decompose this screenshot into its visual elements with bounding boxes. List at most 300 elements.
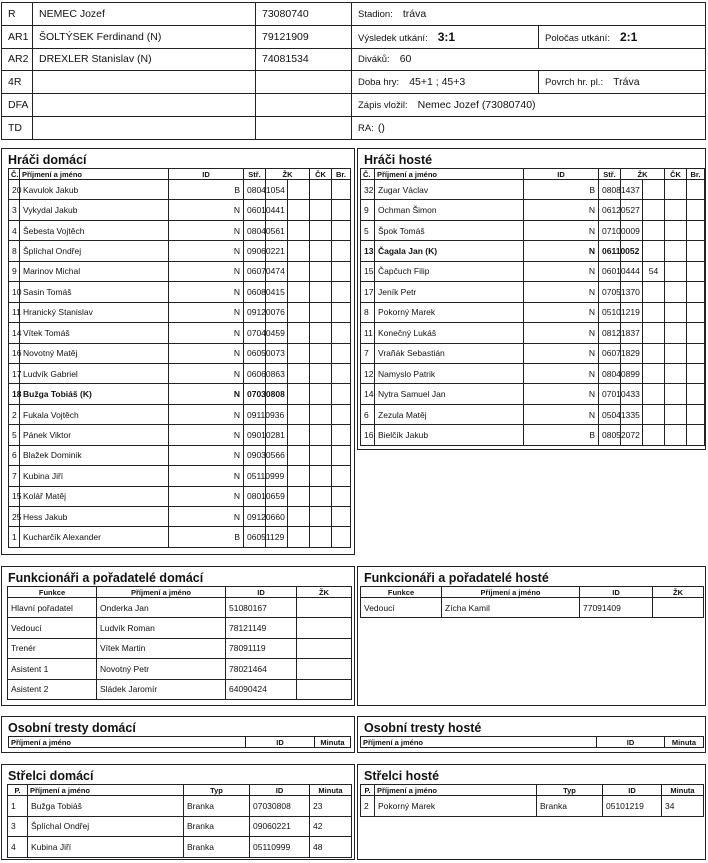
player-row: [361, 241, 705, 261]
player-number: 2: [9, 404, 20, 424]
player-yellow-card-1: [288, 180, 310, 200]
home-scorers-table: [7, 784, 352, 858]
player-row: [9, 180, 351, 200]
scorer-type: Branka: [184, 837, 250, 858]
player-type: B: [524, 180, 599, 200]
scorer-id: 07030808: [250, 796, 310, 817]
duration-cell: [352, 71, 539, 94]
player-yellow-card-1: [288, 507, 310, 527]
home-scorers-body: [8, 796, 352, 858]
player-yellow-card-2: [665, 302, 687, 322]
col-goals: Br.: [332, 169, 351, 180]
player-type: N: [169, 282, 244, 302]
away-functionaries-header: [361, 587, 704, 598]
away-functionaries-title: Funkcionáři a pořadatelé hosté: [364, 571, 549, 585]
official-row: [2, 71, 706, 94]
player-type: N: [169, 466, 244, 486]
functionary-name: Vítek Martin: [97, 638, 226, 658]
player-number: 12: [361, 363, 375, 383]
col-id: ID: [226, 587, 297, 598]
functionary-name: Zícha Kamil: [442, 598, 580, 618]
home-penalties-section: [1, 716, 355, 753]
player-name: Šebesta Vojtěch: [20, 220, 169, 240]
away-players-table: [360, 168, 705, 446]
player-number: 7: [9, 466, 20, 486]
functionary-role: Hlavní pořadatel: [8, 598, 97, 618]
player-name: Blažek Dominik: [20, 445, 169, 465]
player-number: 9: [9, 261, 20, 281]
halftime-cell: [539, 25, 706, 48]
player-row: [9, 486, 351, 506]
player-yellow-card-1: [643, 384, 665, 404]
player-name: Jeník Petr: [375, 282, 524, 302]
official-role: DFA: [2, 94, 33, 117]
player-type: N: [169, 241, 244, 261]
player-yellow-card-1: [643, 282, 665, 302]
away-functionaries-section: [357, 566, 706, 706]
ra-label: RA:: [358, 122, 374, 134]
player-row: [9, 200, 351, 220]
official-role: AR2: [2, 48, 33, 71]
away-players-header: [361, 169, 705, 180]
away-penalties-section: [357, 716, 706, 753]
player-number: 6: [361, 404, 375, 424]
player-row: [9, 404, 351, 424]
functionary-row: [8, 638, 352, 658]
player-yellow-card-2: [310, 445, 332, 465]
player-red-card: [332, 200, 351, 220]
player-name: Špok Tomáš: [375, 220, 524, 240]
player-row: [361, 180, 705, 200]
away-players-body: [361, 180, 705, 446]
away-penalties-table: [360, 736, 704, 748]
home-penalties-table: [8, 736, 351, 748]
scorer-row: [8, 816, 352, 837]
player-red-card: [332, 220, 351, 240]
player-row: [9, 220, 351, 240]
official-id: 74081534: [256, 48, 352, 71]
official-name: ŠOLTÝSEK Ferdinand (N): [33, 25, 256, 48]
player-type: N: [524, 384, 599, 404]
player-id: 08040899: [599, 363, 621, 383]
scorer-order: 2: [361, 796, 375, 817]
player-id: 05041335: [599, 404, 621, 424]
col-type: Typ: [537, 785, 603, 796]
official-role: 4R: [2, 71, 33, 94]
stadium-label: Stadion:: [358, 8, 393, 20]
player-yellow-card-2: [665, 384, 687, 404]
home-functionaries-title: Funkcionáři a pořadatelé domácí: [8, 571, 204, 585]
player-name: Fukala Vojtěch: [20, 404, 169, 424]
player-yellow-card-1: [288, 302, 310, 322]
player-yellow-card-1: [288, 425, 310, 445]
col-order: P.: [361, 785, 375, 796]
home-players-header: [9, 169, 351, 180]
player-yellow-card-1: [643, 180, 665, 200]
stadium-cell: [352, 3, 706, 26]
player-red-card: [332, 404, 351, 424]
player-name: Čapčuch Filip: [375, 261, 524, 281]
player-yellow-card-2: [665, 241, 687, 261]
col-yellow-card: ŽK: [266, 169, 310, 180]
player-id: 07040459: [244, 323, 266, 343]
player-red-card: [332, 180, 351, 200]
player-name: Ochman Šimon: [375, 200, 524, 220]
home-functionaries-header: [8, 587, 352, 598]
scorer-name: Bužga Tobiáš: [28, 796, 184, 817]
away-scorers-title: Střelci hosté: [364, 769, 440, 783]
player-yellow-card-1: [288, 445, 310, 465]
official-name: [33, 71, 256, 94]
player-type: B: [524, 425, 599, 445]
home-penalties-header: [9, 737, 351, 748]
player-red-card: [332, 486, 351, 506]
player-id: 08040561: [244, 220, 266, 240]
player-number: 25: [9, 507, 20, 527]
player-type: N: [169, 200, 244, 220]
player-number: 17: [9, 363, 20, 383]
player-red-card: [332, 507, 351, 527]
player-type: N: [524, 343, 599, 363]
halftime-value: 2:1: [619, 29, 638, 44]
player-number: 14: [361, 384, 375, 404]
player-number: 5: [361, 220, 375, 240]
functionary-row: [8, 598, 352, 618]
functionary-row: [8, 659, 352, 679]
player-name: Bužga Tobiáš (K): [20, 384, 169, 404]
scorer-type: Branka: [184, 796, 250, 817]
player-type: B: [169, 180, 244, 200]
col-name: Příjmení a jméno: [442, 587, 580, 598]
player-yellow-card-1: [288, 527, 310, 547]
scorer-row: [8, 837, 352, 858]
col-yellow-card: ŽK: [297, 587, 352, 598]
player-name: Kolář Matěj: [20, 486, 169, 506]
player-number: 11: [361, 323, 375, 343]
player-type: N: [524, 241, 599, 261]
player-number: 20: [9, 180, 20, 200]
player-red-card: [687, 241, 705, 261]
player-row: [9, 241, 351, 261]
stadium-value: tráva: [402, 7, 427, 20]
col-id: ID: [580, 587, 653, 598]
home-players-title: Hráči domácí: [8, 153, 87, 167]
home-players-body: [9, 180, 351, 548]
player-id: 08041054: [244, 180, 266, 200]
player-yellow-card-2: [310, 323, 332, 343]
home-players-section: [1, 148, 355, 555]
col-yellow-card: ŽK: [621, 169, 665, 180]
away-scorers-body: [361, 796, 704, 817]
official-role: R: [2, 3, 33, 26]
player-number: 9: [361, 200, 375, 220]
player-yellow-card-1: [288, 261, 310, 281]
official-role: TD: [2, 116, 33, 139]
player-yellow-card-2: [665, 200, 687, 220]
functionary-id: 64090424: [226, 679, 297, 699]
player-yellow-card-2: [310, 261, 332, 281]
player-id: 06071829: [599, 343, 621, 363]
functionary-name: Ludvík Roman: [97, 618, 226, 638]
player-yellow-card-2: [310, 425, 332, 445]
player-type: N: [169, 445, 244, 465]
surface-value: Tráva: [613, 76, 640, 89]
col-function: Funkce: [8, 587, 97, 598]
spectators-value: 60: [399, 53, 412, 66]
player-yellow-card-1: [288, 220, 310, 240]
home-penalties-title: Osobní tresty domácí: [8, 721, 136, 735]
player-name: Zugar Václav: [375, 180, 524, 200]
official-role: AR1: [2, 25, 33, 48]
col-type: Typ: [184, 785, 250, 796]
player-number: 6: [9, 445, 20, 465]
player-type: N: [169, 384, 244, 404]
player-id: 08010659: [244, 486, 266, 506]
player-type: B: [169, 527, 244, 547]
player-yellow-card-1: [288, 343, 310, 363]
player-id: 09120660: [244, 507, 266, 527]
functionary-yellow-card: [297, 638, 352, 658]
player-yellow-card-1: [643, 363, 665, 383]
player-row: [9, 343, 351, 363]
player-id: 06051129: [244, 527, 266, 547]
scorer-row: [361, 796, 704, 817]
player-name: Kubina Jiří: [20, 466, 169, 486]
player-name: Marinov Michal: [20, 261, 169, 281]
away-penalties-header: [361, 737, 704, 748]
player-yellow-card-2: [310, 486, 332, 506]
player-id: 07010433: [599, 384, 621, 404]
player-red-card: [332, 241, 351, 261]
player-number: 16: [361, 425, 375, 445]
official-id: [256, 94, 352, 117]
player-name: Hess Jakub: [20, 507, 169, 527]
player-type: N: [169, 343, 244, 363]
col-id: ID: [524, 169, 599, 180]
functionary-row: [8, 618, 352, 638]
player-type: N: [169, 220, 244, 240]
player-name: Sasin Tomáš: [20, 282, 169, 302]
away-penalties-title: Osobní tresty hosté: [364, 721, 482, 735]
scorer-order: 4: [8, 837, 28, 858]
player-yellow-card-1: [643, 200, 665, 220]
player-row: [9, 323, 351, 343]
col-number: Č.: [361, 169, 375, 180]
player-red-card: [687, 220, 705, 240]
player-id: 06080415: [244, 282, 266, 302]
player-name: Namyslo Patrik: [375, 363, 524, 383]
player-number: 1: [9, 527, 20, 547]
scorer-minute: 42: [310, 816, 352, 837]
player-id: 06010441: [244, 200, 266, 220]
player-yellow-card-2: [310, 302, 332, 322]
player-yellow-card-2: [310, 200, 332, 220]
player-red-card: [332, 302, 351, 322]
player-id: 08052072: [599, 425, 621, 445]
scorer-type: Branka: [537, 796, 603, 817]
functionary-yellow-card: [297, 598, 352, 618]
result-cell: [352, 25, 539, 48]
home-scorers-section: [1, 764, 355, 860]
functionary-role: Vedoucí: [361, 598, 442, 618]
away-players-title: Hráči hosté: [364, 153, 433, 167]
functionary-yellow-card: [297, 659, 352, 679]
player-row: [9, 527, 351, 547]
away-scorers-section: [357, 764, 706, 860]
player-red-card: [332, 445, 351, 465]
scorer-name: Šplíchal Ondřej: [28, 816, 184, 837]
player-id: 06010444: [599, 261, 621, 281]
scorer-minute: 23: [310, 796, 352, 817]
player-type: N: [169, 486, 244, 506]
col-name: Příjmení a jméno: [9, 737, 246, 748]
official-row: [2, 3, 706, 26]
player-type: N: [169, 425, 244, 445]
player-yellow-card-2: [665, 404, 687, 424]
player-red-card: [332, 282, 351, 302]
player-name: Vítek Tomáš: [20, 323, 169, 343]
official-id: 73080740: [256, 3, 352, 26]
col-red-card: ČK: [665, 169, 687, 180]
away-scorers-header: [361, 785, 704, 796]
scorer-order: 1: [8, 796, 28, 817]
player-yellow-card-2: [310, 180, 332, 200]
player-row: [9, 282, 351, 302]
player-number: 3: [9, 200, 20, 220]
duration-label: Doba hry:: [358, 77, 400, 89]
functionary-yellow-card: [297, 679, 352, 699]
player-name: Šplíchal Ondřej: [20, 241, 169, 261]
player-id: 06120527: [599, 200, 621, 220]
halftime-label: Poločas utkání:: [545, 32, 610, 44]
player-yellow-card-2: [665, 220, 687, 240]
player-name: Novotný Matěj: [20, 343, 169, 363]
official-row: [2, 116, 706, 139]
surface-label: Povrch hr. pl.:: [545, 77, 604, 89]
col-id: ID: [603, 785, 662, 796]
player-yellow-card-2: [665, 261, 687, 281]
functionary-id: 51080167: [226, 598, 297, 618]
player-yellow-card-1: [643, 220, 665, 240]
scorer-order: 3: [8, 816, 28, 837]
player-yellow-card-2: [310, 404, 332, 424]
player-yellow-card-1: [643, 302, 665, 322]
player-name: Čagala Jan (K): [375, 241, 524, 261]
ra-value: (): [377, 121, 385, 134]
functionary-row: [361, 598, 704, 618]
player-yellow-card-2: [310, 282, 332, 302]
official-row: [2, 94, 706, 117]
player-type: N: [524, 302, 599, 322]
player-row: [9, 261, 351, 281]
player-red-card: [687, 200, 705, 220]
player-number: 32: [361, 180, 375, 200]
col-id: ID: [597, 737, 665, 748]
functionary-name: Sládek Jaromír: [97, 679, 226, 699]
entered-by-value: Nemec Jozef (73080740): [417, 99, 536, 112]
player-type: N: [169, 302, 244, 322]
player-yellow-card-1: [643, 343, 665, 363]
player-id: 06060863: [244, 363, 266, 383]
entered-by-cell: [352, 94, 706, 117]
player-yellow-card-1: [288, 200, 310, 220]
officials-table: [1, 2, 706, 140]
player-red-card: [687, 404, 705, 424]
spectators-cell: [352, 48, 706, 71]
player-row: [361, 363, 705, 383]
player-type: N: [524, 261, 599, 281]
player-name: Kucharčík Alexander: [20, 527, 169, 547]
player-name: Vrañák Sebastián: [375, 343, 524, 363]
player-row: [361, 261, 705, 281]
player-name: Bielčík Jakub: [375, 425, 524, 445]
player-type: N: [169, 323, 244, 343]
player-red-card: [332, 363, 351, 383]
player-red-card: [332, 343, 351, 363]
col-name: Příjmení a jméno: [375, 785, 537, 796]
player-row: [361, 323, 705, 343]
player-number: 8: [9, 241, 20, 261]
official-name: DREXLER Stanislav (N): [33, 48, 256, 71]
col-number: Č.: [9, 169, 20, 180]
player-yellow-card-2: [310, 466, 332, 486]
player-row: [361, 404, 705, 424]
player-id: 06050073: [244, 343, 266, 363]
player-name: Vykydal Jakub: [20, 200, 169, 220]
player-number: 10: [9, 282, 20, 302]
player-id: 08121837: [599, 323, 621, 343]
col-minute: Minuta: [310, 785, 352, 796]
col-id: ID: [246, 737, 315, 748]
player-type: N: [524, 200, 599, 220]
player-red-card: [687, 302, 705, 322]
player-id: 06070474: [244, 261, 266, 281]
player-yellow-card-1: [643, 425, 665, 445]
player-number: 8: [361, 302, 375, 322]
home-scorers-header: [8, 785, 352, 796]
player-yellow-card-2: [665, 282, 687, 302]
player-id: 09060221: [244, 241, 266, 261]
player-number: 15: [9, 486, 20, 506]
player-red-card: [687, 323, 705, 343]
home-functionaries-body: [8, 598, 352, 700]
player-row: [361, 384, 705, 404]
away-players-section: [357, 148, 706, 450]
scorer-row: [8, 796, 352, 817]
player-type: N: [524, 282, 599, 302]
player-row: [9, 384, 351, 404]
official-id: [256, 71, 352, 94]
player-red-card: [332, 466, 351, 486]
player-id: 09110936: [244, 404, 266, 424]
ra-cell: [352, 116, 706, 139]
player-yellow-card-2: [310, 384, 332, 404]
player-row: [9, 445, 351, 465]
official-name: [33, 94, 256, 117]
col-minute: Minuta: [315, 737, 351, 748]
player-yellow-card-1: [643, 404, 665, 424]
scorer-id: 05110999: [250, 837, 310, 858]
col-goals: Br.: [687, 169, 705, 180]
functionary-id: 78121149: [226, 618, 297, 638]
player-id: 08081437: [599, 180, 621, 200]
player-type: N: [524, 404, 599, 424]
player-yellow-card-1: [288, 404, 310, 424]
player-type: N: [169, 261, 244, 281]
functionary-role: Trenér: [8, 638, 97, 658]
player-id: 07030808: [244, 384, 266, 404]
player-red-card: [332, 323, 351, 343]
